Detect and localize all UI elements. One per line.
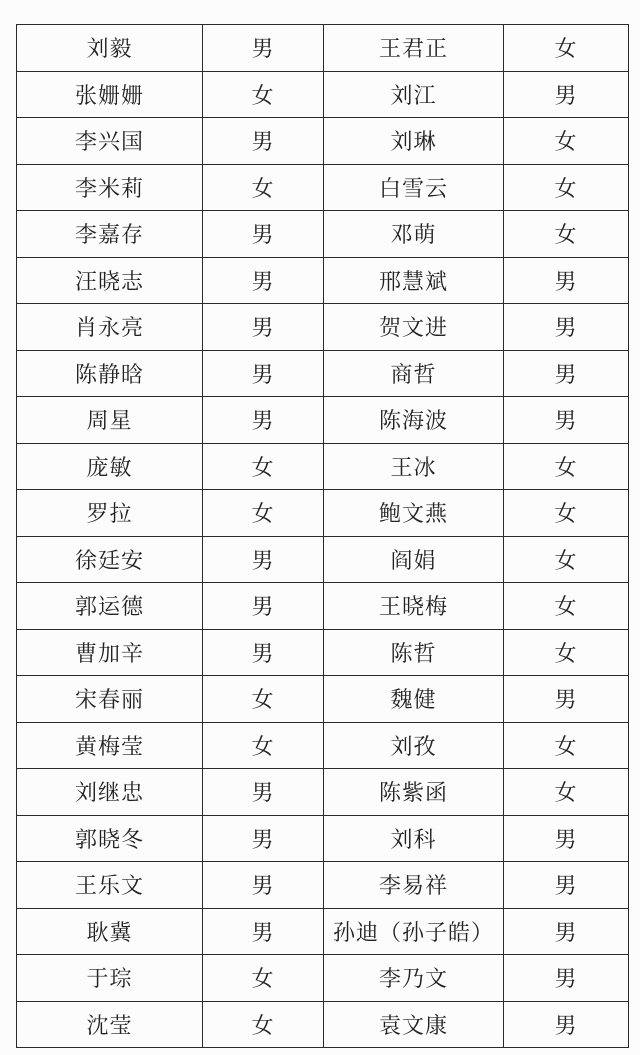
table-body — [17, 25, 629, 1048]
name-cell-right: 鲍文燕 — [324, 490, 504, 537]
name-cell-right: 魏健 — [324, 676, 504, 723]
gender-cell-right: 女 — [504, 490, 629, 537]
gender-cell-left: 女 — [203, 1001, 324, 1048]
table-row — [17, 118, 629, 165]
name-cell-right: 刘江 — [324, 71, 504, 118]
table-row — [17, 583, 629, 630]
gender-cell-left: 女 — [203, 443, 324, 490]
table-row — [17, 443, 629, 490]
name-cell-left: 刘继忠 — [17, 769, 203, 816]
table-row — [17, 722, 629, 769]
name-cell-right: 李易祥 — [324, 862, 504, 909]
gender-cell-right: 男 — [504, 304, 629, 351]
table-row — [17, 304, 629, 351]
name-cell-left: 黄梅莹 — [17, 722, 203, 769]
table-row — [17, 350, 629, 397]
name-cell-left: 肖永亮 — [17, 304, 203, 351]
table-row — [17, 629, 629, 676]
name-cell-left: 汪晓志 — [17, 257, 203, 304]
gender-cell-right: 男 — [504, 815, 629, 862]
name-cell-left: 郭运德 — [17, 583, 203, 630]
gender-cell-left: 男 — [203, 304, 324, 351]
name-cell-right: 白雪云 — [324, 164, 504, 211]
name-cell-left: 庞敏 — [17, 443, 203, 490]
table-row — [17, 862, 629, 909]
gender-cell-left: 男 — [203, 908, 324, 955]
table-row — [17, 490, 629, 537]
gender-cell-left: 男 — [203, 862, 324, 909]
gender-cell-right: 男 — [504, 257, 629, 304]
name-cell-right: 阎娟 — [324, 536, 504, 583]
gender-cell-left: 男 — [203, 815, 324, 862]
gender-cell-right: 男 — [504, 397, 629, 444]
table-row — [17, 25, 629, 72]
gender-cell-right: 男 — [504, 71, 629, 118]
gender-cell-left: 女 — [203, 676, 324, 723]
name-cell-right: 王晓梅 — [324, 583, 504, 630]
gender-cell-right: 女 — [504, 164, 629, 211]
name-cell-right: 陈海波 — [324, 397, 504, 444]
gender-cell-left: 女 — [203, 955, 324, 1002]
table-row — [17, 1001, 629, 1048]
name-cell-left: 陈静晗 — [17, 350, 203, 397]
name-cell-left: 张姗姗 — [17, 71, 203, 118]
gender-cell-right: 女 — [504, 25, 629, 72]
gender-cell-right: 男 — [504, 908, 629, 955]
table-row — [17, 164, 629, 211]
gender-cell-left: 男 — [203, 583, 324, 630]
gender-cell-left: 男 — [203, 211, 324, 258]
name-cell-left: 曹加辛 — [17, 629, 203, 676]
name-cell-right: 刘科 — [324, 815, 504, 862]
name-cell-right: 邓萌 — [324, 211, 504, 258]
table-row — [17, 397, 629, 444]
gender-cell-right: 女 — [504, 211, 629, 258]
table-row — [17, 71, 629, 118]
gender-cell-right: 男 — [504, 955, 629, 1002]
name-cell-right: 王冰 — [324, 443, 504, 490]
name-cell-right: 陈紫函 — [324, 769, 504, 816]
name-cell-left: 徐廷安 — [17, 536, 203, 583]
name-cell-left: 周星 — [17, 397, 203, 444]
gender-cell-right: 男 — [504, 862, 629, 909]
name-cell-right: 孙迪（孙子皓） — [324, 908, 504, 955]
name-cell-left: 刘毅 — [17, 25, 203, 72]
name-cell-left: 于琮 — [17, 955, 203, 1002]
table-row — [17, 908, 629, 955]
name-cell-right: 李乃文 — [324, 955, 504, 1002]
name-cell-left: 耿冀 — [17, 908, 203, 955]
table-row — [17, 815, 629, 862]
name-cell-left: 宋春丽 — [17, 676, 203, 723]
name-cell-right: 贺文进 — [324, 304, 504, 351]
gender-cell-left: 女 — [203, 164, 324, 211]
name-cell-right: 商哲 — [324, 350, 504, 397]
gender-cell-right: 男 — [504, 350, 629, 397]
table-row — [17, 676, 629, 723]
name-cell-right: 王君正 — [324, 25, 504, 72]
name-cell-right: 刘孜 — [324, 722, 504, 769]
gender-cell-right: 女 — [504, 722, 629, 769]
gender-cell-left: 男 — [203, 257, 324, 304]
name-cell-left: 李米莉 — [17, 164, 203, 211]
gender-cell-left: 男 — [203, 769, 324, 816]
name-cell-right: 刘琳 — [324, 118, 504, 165]
name-cell-left: 王乐文 — [17, 862, 203, 909]
gender-cell-right: 女 — [504, 629, 629, 676]
name-gender-table — [16, 24, 629, 1048]
name-cell-right: 陈哲 — [324, 629, 504, 676]
gender-cell-right: 女 — [504, 118, 629, 165]
gender-cell-right: 男 — [504, 676, 629, 723]
name-cell-left: 罗拉 — [17, 490, 203, 537]
gender-cell-left: 女 — [203, 722, 324, 769]
gender-cell-left: 男 — [203, 350, 324, 397]
table-row — [17, 955, 629, 1002]
name-cell-left: 郭晓冬 — [17, 815, 203, 862]
gender-cell-left: 女 — [203, 490, 324, 537]
name-cell-right: 邢慧斌 — [324, 257, 504, 304]
gender-cell-left: 男 — [203, 536, 324, 583]
gender-cell-right: 男 — [504, 1001, 629, 1048]
gender-cell-left: 男 — [203, 397, 324, 444]
name-cell-left: 沈莹 — [17, 1001, 203, 1048]
name-cell-left: 李兴国 — [17, 118, 203, 165]
gender-cell-right: 女 — [504, 769, 629, 816]
table-row — [17, 536, 629, 583]
name-cell-left: 李嘉存 — [17, 211, 203, 258]
gender-cell-left: 女 — [203, 71, 324, 118]
table-row — [17, 769, 629, 816]
gender-cell-left: 男 — [203, 25, 324, 72]
table-row — [17, 211, 629, 258]
gender-cell-right: 女 — [504, 583, 629, 630]
name-cell-right: 袁文康 — [324, 1001, 504, 1048]
gender-cell-left: 男 — [203, 629, 324, 676]
gender-cell-left: 男 — [203, 118, 324, 165]
gender-cell-right: 女 — [504, 536, 629, 583]
table-row — [17, 257, 629, 304]
gender-cell-right: 女 — [504, 443, 629, 490]
